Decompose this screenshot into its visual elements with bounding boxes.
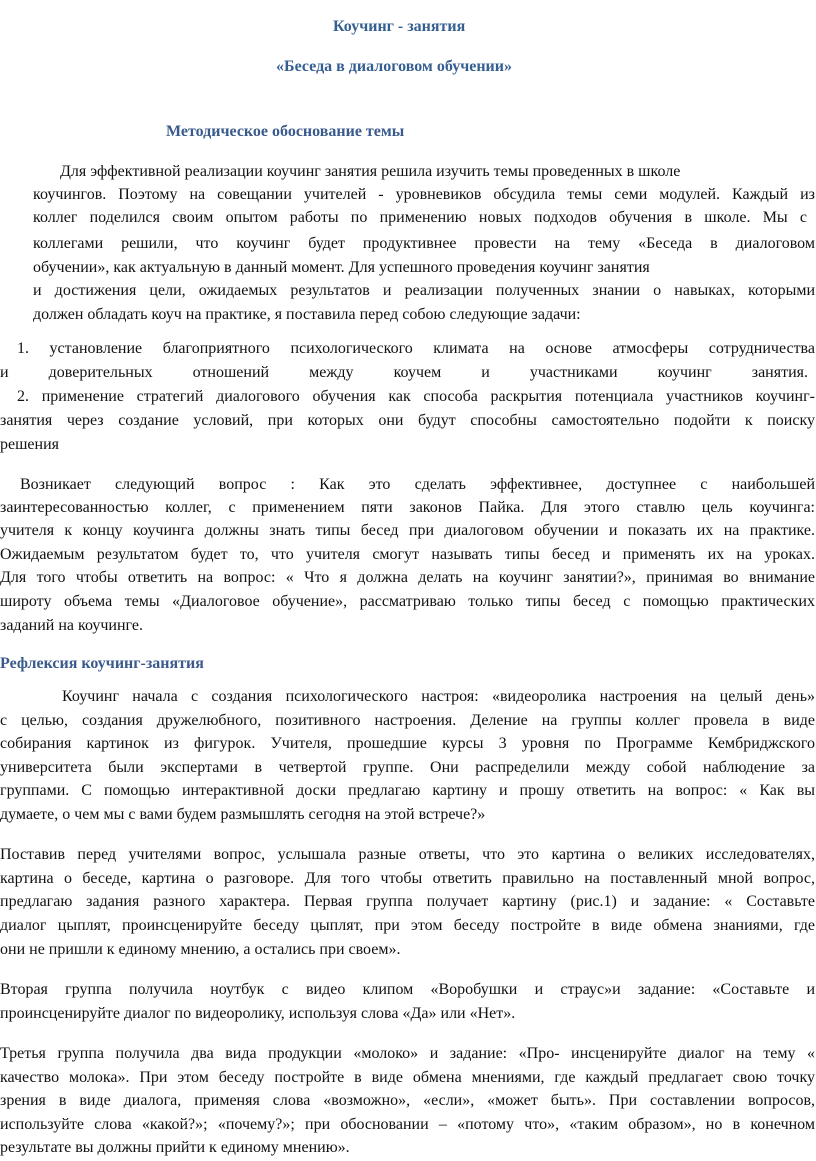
paragraph-line: собирания картинок из фигурок. Учителя, прошедшие курсы 3 уровня по Программе Кембриджского — [0, 735, 815, 752]
task-line: 1. установление благоприятного психологического климата на основе атмосферы сотрудничества — [17, 340, 815, 357]
section-heading-methodology: Методическое обоснование темы — [166, 123, 405, 140]
paragraph-line: диалог цыплят, проинсценируйте беседу цыплят, при этом беседу постройте в виде обмена знаниями, где — [0, 917, 815, 934]
task-line: решения — [0, 436, 60, 453]
section-heading-reflection: Рефлексия коучинг-занятия — [0, 655, 204, 672]
paragraph-line: качество молока». При этом беседу постройте в виде обмена мнениями, где каждый предлагает свою точку — [0, 1069, 815, 1086]
paragraph-line: и достижения цели, ожидаемых результатов и реализации полученных знании о навыках, которыми — [33, 282, 815, 299]
paragraph-line: результате вы должны прийти к единому мнению». — [0, 1139, 350, 1156]
paragraph-line: учителя к концу коучинга должны знать типы бесед при диалоговом обучении и показать их на практике. — [0, 522, 815, 539]
paragraph-line: предлагаю задания разного характера. Первая группа получает картину (рис.1) и задание: « Составьте — [0, 893, 815, 910]
paragraph-line: Для эффективной реализации коучинг занятия решила изучить темы проведенных в школе — [60, 163, 681, 180]
paragraph-line: зрения в виде диалога, применяя слова «возможно», «если», «может быть». При составлении вопросов, — [0, 1092, 815, 1109]
paragraph-line: Вторая группа получила ноутбук с видео клипом «Воробушки и страус»и задание: «Составьте и — [0, 981, 815, 998]
paragraph-line: проинсценируйте диалог по видеоролику, используя слова «Да» или «Нет». — [0, 1005, 516, 1022]
paragraph-line: группами. С помощью интерактивной доски предлагаю картину и прошу ответить на вопрос: « Как вы — [0, 782, 815, 799]
paragraph-line: Ожидаемым результатом будет то, что учителя смогут называть типы бесед и применять их на уроках. — [0, 546, 815, 563]
paragraph-line: должен обладать коуч на практике, я поставила перед собою следующие задачи: — [33, 306, 581, 323]
paragraph-line: картина о беседе, картина о разговоре. Для того чтобы ответить правильно на поставленный мной вопрос, — [0, 870, 815, 887]
paragraph-line: широту объема темы «Диалоговое обучение», рассматриваю только типы бесед с помощью практических — [0, 593, 815, 610]
paragraph-line: коучингов. Поэтому на совещании учителей - уровневиков обсудила темы семи модулей. Каждый из — [33, 186, 815, 203]
task-line: и доверительных отношений между коучем и участниками коучинг занятия. — [0, 364, 808, 381]
paragraph-line: Коучинг начала с создания психологического настроя: «видеоролика настроения на целый день» — [62, 688, 815, 705]
task-line: 2. применение стратегий диалогового обучения как способа раскрытия потенциала участников коучинг- — [17, 388, 815, 405]
paragraph-line: Поставив перед учителями вопрос, услышала разные ответы, что это картина о великих исследователях, — [0, 846, 815, 863]
paragraph-line: заинтересованностью коллег, с применением пяти законов Пайка. Для этого ставлю цель коучинга: — [0, 499, 815, 516]
document-title-line1: Коучинг - занятия — [333, 18, 466, 35]
paragraph-line: Для того чтобы ответить на вопрос: « Что я должна делать на коучинг занятии?», принимая во внимание — [0, 569, 815, 586]
document-title-line2: «Беседа в диалоговом обучении» — [276, 58, 512, 75]
paragraph-line: Возникает следующий вопрос : Как это сделать эффективнее, доступнее с наибольшей — [20, 476, 815, 493]
paragraph-line: коллегами решили, что коучинг будет продуктивнее провести на тему «Беседа в диалоговом — [33, 235, 815, 252]
paragraph-line: заданий на коучинге. — [0, 617, 143, 634]
paragraph-line: думаете, о чем мы с вами будем размышлять сегодня на этой встрече?» — [0, 806, 486, 823]
paragraph-line: обучении», как актуальную в данный момент. Для успешного проведения коучинг занятия — [33, 259, 650, 276]
paragraph-line: с целью, создания дружелюбного, позитивного настроения. Деление на группы коллег провела в виде — [0, 712, 815, 729]
paragraph-line: коллег поделился своим опытом работы по применению новых подходов обучения в школе. Мы с — [33, 209, 807, 226]
paragraph-line: используйте слова «какой?»; «почему?»; при обосновании – «потому что», «таким образом», но в конечном — [0, 1116, 815, 1133]
task-line: занятия через создание условий, при которых они будут способны самостоятельно подойти к поиску — [0, 412, 815, 429]
paragraph-line: университета были экспертами в четвертой группе. Они распределили между собой наблюдение за — [0, 759, 815, 776]
paragraph-line: Третья группа получила два вида продукции «молоко» и задание: «Про- инсценируйте диалог на тему « — [0, 1045, 815, 1062]
paragraph-line: они не пришли к единому мнению, а остались при своем». — [0, 941, 401, 958]
